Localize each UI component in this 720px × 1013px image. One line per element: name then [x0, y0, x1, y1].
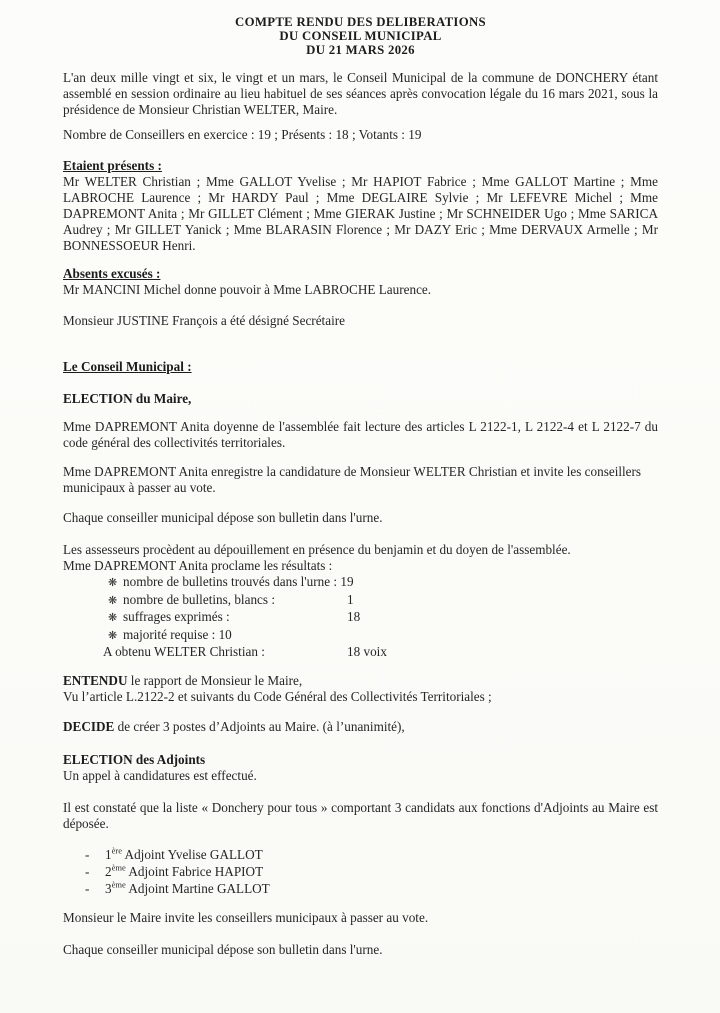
ballot-paragraph-deputies: Chaque conseiller municipal dépose son bulletin dans l'urne. [63, 941, 383, 957]
dash-bullet: - [85, 863, 90, 879]
heard-line-2: Vu l’article L.2122-2 et suivants du Code Général des Collectivités Territoriales ; [63, 688, 492, 704]
result-row-winner [63, 644, 658, 661]
asterisk-bullet-icon: ❋ [108, 593, 118, 607]
result-label: nombre de bulletins, blancs : [123, 591, 275, 607]
deputy-ordinal-suffix: ème [111, 862, 126, 873]
heard-rest: le rapport de Monsieur le Maire, [127, 672, 303, 688]
winner-label: A obtenu WELTER Christian : [103, 644, 265, 660]
absent-members-block [63, 266, 658, 298]
counting-line-1: Les assesseurs procèdent au dépouillement en présence du benjamin et du doyen de l'assemblée. [63, 542, 571, 558]
decision-rest: de créer 3 postes d’Adjoints au Maire. (à l’unanimité), [114, 718, 405, 734]
result-label: majorité requise : 10 [123, 626, 232, 642]
present-names: Mr WELTER Christian ; Mme GALLOT Yvelise ; Mr HAPIOT Fabrice ; Mme GALLOT Martine ; Mme LABROCHE Laurence ; Mr HARDY Paul ; Mme DEGLAIRE Sylvie ; Mr LEFEVRE Michel ; Mme DAPREMONT Anita ; Mr GILLET Clément ; Mme GIERAK Justine ; Mr SCHNEIDER Ugo ; Mme SARICA Audrey ; Mr GILLET Yanick ; Mme BLARASIN Florence ; Mr DAZY Eric ; Mme DERVAUX Armelle ; Mr BONNESSOEUR Henri. [63, 174, 658, 254]
session-intro-paragraph: L'an deux mille vingt et six, le vingt et un mars, le Conseil Municipal de la commune de DONCHERY étant assemblé en session ordinaire au lieu habituel de ses séances après convocation légale du 16 mars 2021, sous la présidence de Monsieur Christian WELTER, Maire. [63, 70, 658, 118]
deputy-number: 1 [105, 846, 112, 862]
candidacy-paragraph: Mme DAPREMONT Anita enregistre la candidature de Monsieur WELTER Christian et invite les conseillers municipaux à passer au vote. [63, 464, 642, 496]
title-line-3: DU 21 MARS 2026 [306, 42, 415, 57]
decision-paragraph [63, 719, 658, 735]
call-for-candidates-line: Un appel à candidatures est effectué. [63, 767, 257, 783]
vote-results-list [63, 574, 658, 661]
dash-bullet: - [85, 880, 90, 896]
articles-paragraph: Mme DAPREMONT Anita doyenne de l'assemblée fait lecture des articles L 2122-1, L 2122-4 et L 2122-7 du code général des collectivités territoriales. [63, 419, 658, 451]
decision-keyword: DECIDE [63, 718, 115, 734]
deputy-ordinal-suffix: ème [111, 879, 126, 890]
result-row-ballots-found [63, 574, 658, 592]
heard-keyword: ENTENDU [63, 672, 128, 688]
result-value: 1 [347, 591, 354, 607]
result-row-majority-required [63, 627, 658, 645]
result-value: 18 [347, 609, 361, 625]
deputy-ordinal-suffix: ère [111, 845, 122, 856]
deputy-election-block [63, 752, 658, 784]
counting-line-2: Mme DAPREMONT Anita proclame les résultats : [63, 558, 333, 574]
heard-block [63, 673, 658, 705]
deputies-list [63, 846, 658, 897]
heard-line-1 [63, 673, 658, 689]
deputy-number: 3 [105, 880, 112, 896]
result-row-blank-ballots [63, 592, 658, 610]
ballot-paragraph-mayor: Chaque conseiller municipal dépose son bulletin dans l'urne. [63, 510, 383, 526]
candidate-list-paragraph: Il est constaté que la liste « Donchery pour tous » comportant 3 candidats aux fonctions d'Adjoints au Maire est déposée. [63, 799, 658, 831]
asterisk-bullet-icon: ❋ [108, 628, 118, 642]
council-heading: Le Conseil Municipal : [63, 359, 192, 375]
result-row-votes-cast [63, 609, 658, 627]
result-label: suffrages exprimés : [123, 609, 230, 625]
title-line-1: COMPTE RENDU DES DELIBERATIONS [235, 15, 486, 29]
absent-body: Mr MANCINI Michel donne pouvoir à Mme LABROCHE Laurence. [63, 282, 432, 298]
deputy-name: Adjoint Fabrice HAPIOT [125, 863, 264, 879]
vote-invite-paragraph: Monsieur le Maire invite les conseillers municipaux à passer au vote. [63, 909, 429, 925]
deputy-name: Adjoint Yvelise GALLOT [121, 846, 263, 862]
absent-heading: Absents excusés : [63, 266, 161, 282]
secretary-line: Monsieur JUSTINE François a été désigné Secrétaire [63, 313, 345, 329]
mayor-election-heading: ELECTION du Maire, [63, 391, 192, 407]
deputy-number: 2 [105, 863, 112, 879]
counting-paragraph [63, 542, 658, 574]
asterisk-bullet-icon: ❋ [108, 611, 118, 625]
winner-value: 18 voix [347, 644, 387, 660]
asterisk-bullet-icon: ❋ [108, 576, 118, 590]
deputy-item-3 [63, 880, 658, 897]
deputy-item-1 [63, 846, 658, 863]
dash-bullet: - [85, 846, 90, 862]
present-heading: Etaient présents : [63, 158, 162, 174]
present-members-block [63, 158, 658, 254]
councillor-counts-line: Nombre de Conseillers en exercice : 19 ; Présents : 18 ; Votants : 19 [63, 127, 422, 143]
deputy-election-heading: ELECTION des Adjoints [63, 751, 206, 767]
result-label: nombre de bulletins trouvés dans l'urne : 19 [123, 574, 354, 590]
document-title [63, 16, 658, 57]
title-line-2: DU CONSEIL MUNICIPAL [279, 28, 442, 43]
deputy-item-2 [63, 863, 658, 880]
deputy-name: Adjoint Martine GALLOT [125, 880, 270, 896]
